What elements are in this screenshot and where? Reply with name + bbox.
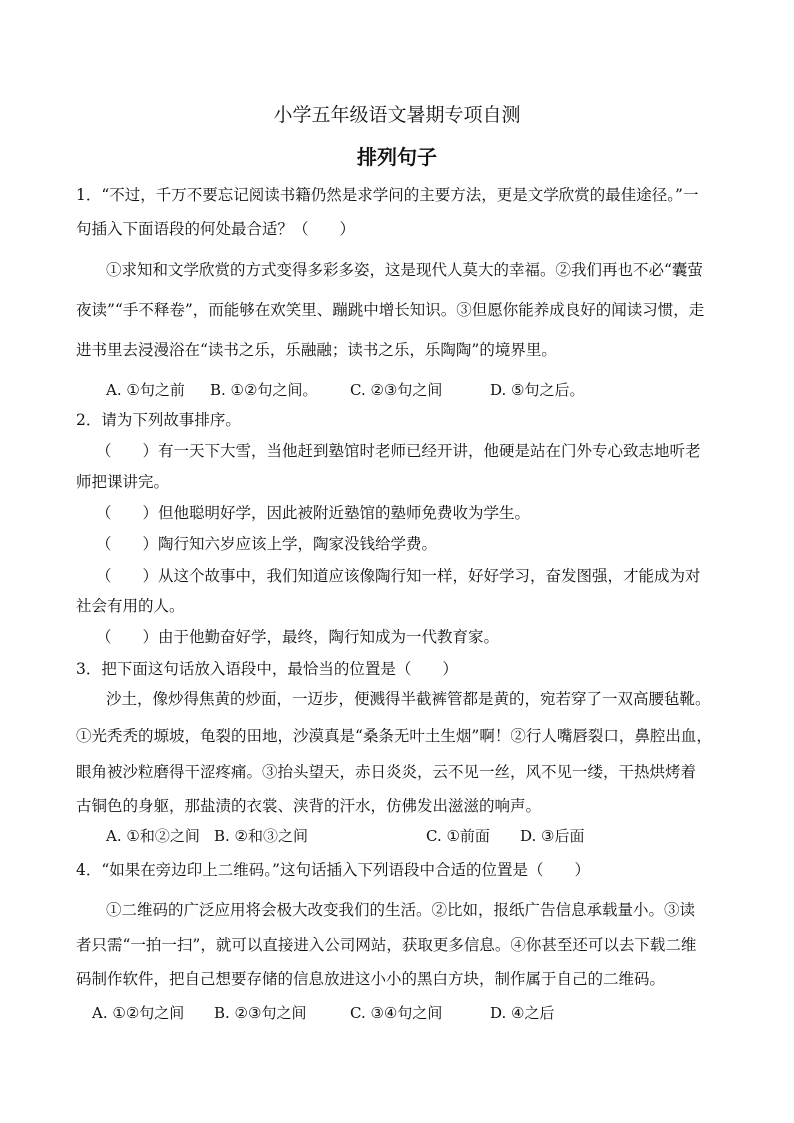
q3-passage-line: 古铜色的身躯，那盐渍的衣裳、浃背的汗水，仿佛发出滋滋的响声。 <box>76 797 542 815</box>
q2-item: 师把课讲完。 <box>76 473 170 491</box>
q1-passage-line: ①求知和文学欣赏的方式变得多彩多姿，这是现代人莫大的幸福。②我们再也不必“囊萤 <box>106 261 703 279</box>
q2-line: 2．请为下列故事排序。 <box>76 411 241 429</box>
q3-line: 3．把下面这句话放入语段中，最恰当的位置是（ ） <box>76 660 458 678</box>
q2-item: （ ）由于他勤奋好学，最终，陶行知成为一代教育家。 <box>96 628 500 646</box>
q3-insert-sentence: 沙土，像炒得焦黄的炒面，一迈步，便溅得半截裤管都是黄的，宛若穿了一双高腰毡靴。 <box>106 690 711 708</box>
q4-option-a: A. ①②句之间 <box>92 1004 185 1022</box>
q2-item: （ ）从这个故事中，我们知道应该像陶行知一样，好好学习，奋发图强，才能成为对 <box>96 567 701 585</box>
q3-option-d: D. ③后面 <box>520 827 585 845</box>
q3-passage-line: ①光秃秃的塬坡，龟裂的田地，沙漠真是“桑条无叶土生烟”啊！②行人嘴唇裂口，鼻腔出血， <box>76 727 712 745</box>
q3-option-b: B. ②和③之间 <box>214 827 309 845</box>
q1-option-c: C. ②③句之间 <box>350 381 443 399</box>
q1-option-a: A. ①句之前 <box>106 381 185 399</box>
q4-passage-line: ①二维码的广泛应用将会极大改变我们的生活。②比如，报纸广告信息承载量小。③读 <box>106 901 696 919</box>
q4-passage-line: 者只需“一拍一扫”，就可以直接进入公司网站，获取更多信息。④你甚至还可以去下载二维 <box>76 936 697 954</box>
q3-option-a: A. ①和②之间 <box>106 827 200 845</box>
q1-passage-line: 夜读”“手不释卷”，而能够在欢笑里、蹦跳中增长知识。③但愿你能养成良好的闻读习惯，走 <box>76 301 705 319</box>
q2-item: （ ）陶行知六岁应该上学，陶家没钱给学费。 <box>96 535 438 553</box>
q1-line: 1．“不过，千万不要忘记阅读书籍仍然是求学问的主要方法，更是文学欣赏的最佳途径。”一 <box>76 186 699 204</box>
q4-option-b: B. ②③句之间 <box>214 1004 307 1022</box>
q1-passage-line: 进书里去浸漫浴在“读书之乐，乐融融；读书之乐，乐陶陶”的境界里。 <box>76 341 557 359</box>
q1-option-b: B. ①②句之间。 <box>210 381 318 399</box>
q2-item: （ ）有一天下大雪，当他赶到塾馆时老师已经开讲，他硬是站在门外专心致志地听老 <box>96 442 701 460</box>
q4-option-d: D. ④之后 <box>490 1004 555 1022</box>
q1-line: 句插入下面语段的何处最合适？（ ） <box>76 220 356 238</box>
q4-line: 4．“如果在旁边印上二维码。”这句话插入下列语段中合适的位置是（ ） <box>76 861 590 879</box>
q2-item: （ ）但他聪明好学，因此被附近塾馆的塾师免费收为学生。 <box>96 504 531 522</box>
q2-item: 社会有用的人。 <box>76 597 185 615</box>
document-subtitle: 排列句子 <box>357 145 437 169</box>
document-title: 小学五年级语文暑期专项自测 <box>273 104 521 126</box>
q4-passage-line: 码制作软件，把自己想要存储的信息放进这小小的黑白方块，制作属于自己的二维码。 <box>76 970 666 988</box>
q3-passage-line: 眼角被沙粒磨得干涩疼痛。③抬头望天，赤日炎炎，云不见一丝，风不见一缕，干热烘烤着 <box>76 763 697 781</box>
q4-option-c: C. ③④句之间 <box>350 1004 443 1022</box>
q3-option-c: C. ①前面 <box>426 827 490 845</box>
q1-option-d: D. ⑤句之后。 <box>490 381 585 399</box>
